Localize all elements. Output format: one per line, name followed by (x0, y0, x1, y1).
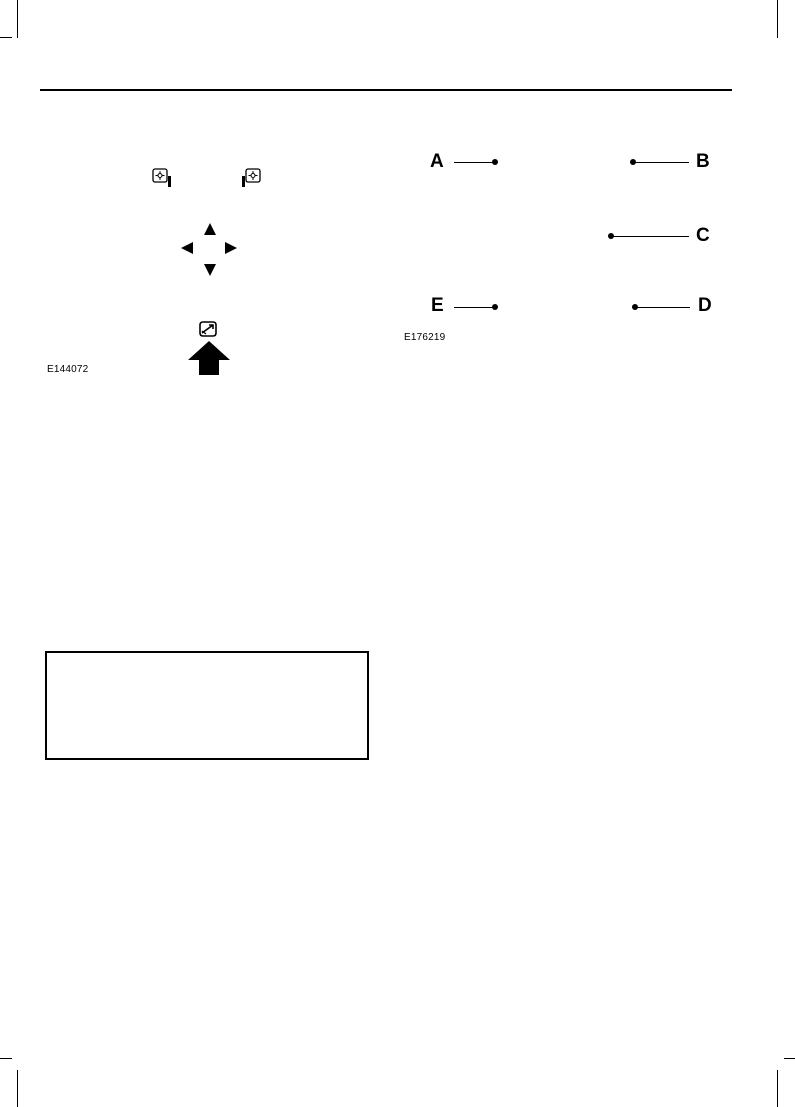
callout-label-d: D (698, 295, 712, 316)
mirror-select-right-icon (240, 168, 262, 193)
callout-label-c: C (696, 225, 710, 246)
arrow-right-icon (225, 241, 237, 260)
arrow-down-icon (203, 263, 217, 281)
leader-dot-a (492, 159, 498, 165)
leader-line-a (454, 162, 495, 163)
leader-line-c (611, 236, 689, 237)
mirror-select-left-icon (152, 168, 174, 193)
arrow-up-icon (203, 222, 217, 240)
crop-mark-left-edge-top (0, 37, 12, 38)
crop-mark-bottom-right (777, 1070, 778, 1107)
callout-label-b: B (696, 151, 710, 172)
crop-mark-bottom-left (17, 1070, 18, 1107)
leader-line-d (635, 307, 690, 308)
mirror-fold-icon (198, 321, 218, 342)
header-rule (40, 89, 732, 91)
crop-mark-top-right (777, 0, 778, 38)
figure-id-right: E176219 (404, 332, 446, 343)
callout-label-a: A (430, 151, 444, 172)
callout-label-e: E (431, 295, 444, 316)
big-up-arrow-icon (188, 341, 230, 380)
crop-mark-right-edge-bottom (784, 1058, 795, 1059)
crop-mark-left-edge-bottom (0, 1058, 12, 1059)
leader-line-b (633, 162, 689, 163)
crop-mark-top-left (17, 0, 18, 38)
leader-dot-e (492, 304, 498, 310)
leader-line-e (454, 307, 495, 308)
figure-id-left: E144072 (47, 364, 89, 375)
note-box (45, 651, 369, 760)
arrow-left-icon (181, 241, 193, 260)
